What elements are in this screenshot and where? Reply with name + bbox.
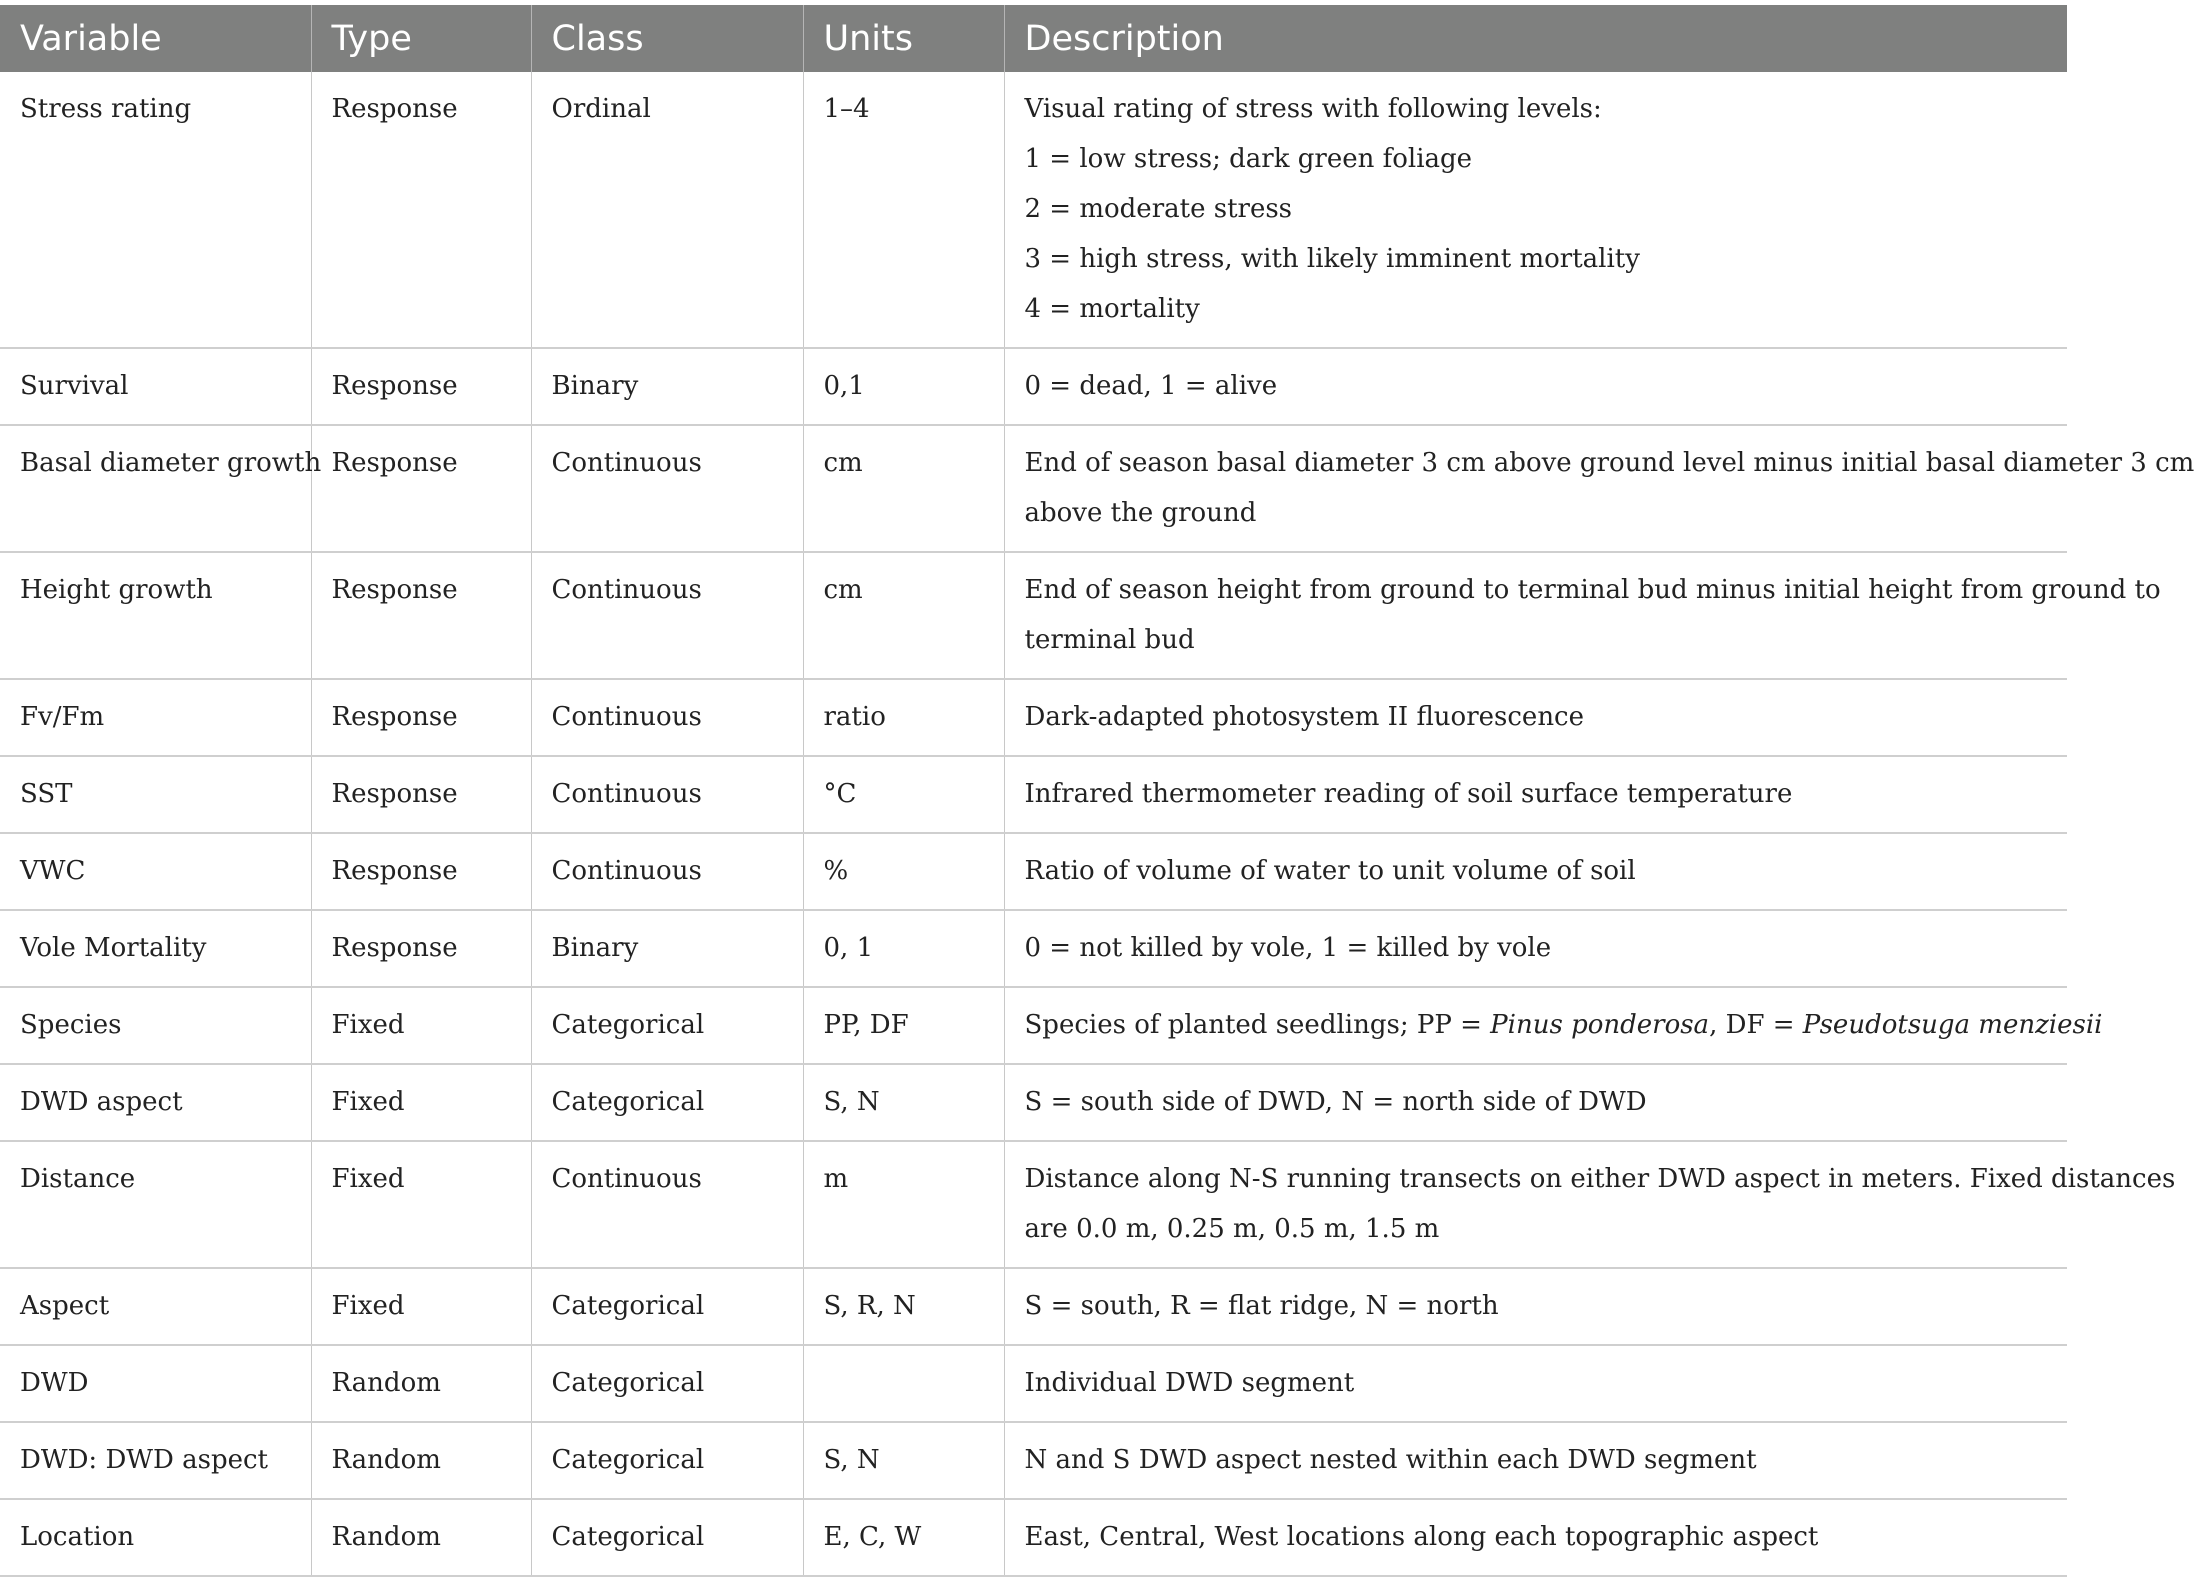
table-row xyxy=(0,72,2067,348)
cell-description xyxy=(1004,425,2194,552)
cell-units xyxy=(803,425,1004,552)
type-text: Random xyxy=(331,1522,441,1552)
cell-units xyxy=(803,1499,1004,1576)
cell-class xyxy=(531,1064,803,1141)
cell-units xyxy=(803,552,1004,679)
type-text: Response xyxy=(331,779,458,809)
type-text: Response xyxy=(331,448,458,478)
cell-description xyxy=(1004,348,2067,425)
cell-variable xyxy=(0,348,311,425)
description-line: 0 = dead, 1 = alive xyxy=(1024,371,1278,401)
table-row xyxy=(0,348,2067,425)
class-text: Binary xyxy=(551,371,639,401)
cell-units xyxy=(803,1345,1004,1422)
cell-class xyxy=(531,1141,803,1268)
species-name: Pseudotsuga menziesii xyxy=(1802,1010,2103,1040)
cell-variable xyxy=(0,72,311,348)
cell-description xyxy=(1004,1422,2067,1499)
cell-variable xyxy=(0,756,311,833)
cell-class xyxy=(531,1268,803,1345)
cell-units xyxy=(803,1064,1004,1141)
table-header xyxy=(0,5,2067,72)
type-text: Response xyxy=(331,94,458,124)
table-row xyxy=(0,1064,2067,1141)
class-text: Categorical xyxy=(551,1291,705,1321)
table-row xyxy=(0,910,2067,987)
type-text: Fixed xyxy=(331,1291,405,1321)
description-line: Infrared thermometer reading of soil surface temperature xyxy=(1024,779,1793,809)
class-text: Continuous xyxy=(551,448,702,478)
units-text: 0, 1 xyxy=(823,933,874,963)
cell-units xyxy=(803,1268,1004,1345)
cell-type xyxy=(311,756,531,833)
description-fragment: , DF = xyxy=(1709,1010,1803,1040)
units-text: °C xyxy=(823,779,857,809)
cell-variable xyxy=(0,833,311,910)
cell-type xyxy=(311,1499,531,1576)
header-description: Description xyxy=(1004,5,2067,72)
table-row xyxy=(0,552,2067,679)
cell-units xyxy=(803,833,1004,910)
table-row xyxy=(0,1499,2067,1576)
type-text: Fixed xyxy=(331,1087,405,1117)
description-line: East, Central, West locations along each topographic aspect xyxy=(1024,1522,1819,1552)
cell-units xyxy=(803,756,1004,833)
type-text: Response xyxy=(331,371,458,401)
header-class: Class xyxy=(531,5,803,72)
variable-text: DWD: DWD aspect xyxy=(20,1445,269,1475)
cell-class xyxy=(531,1422,803,1499)
table-row xyxy=(0,425,2067,552)
table-row xyxy=(0,679,2067,756)
description-line: S = south side of DWD, N = north side of DWD xyxy=(1024,1087,1647,1117)
cell-variable xyxy=(0,1268,311,1345)
description-line: End of season height from ground to terminal bud minus initial height from ground to xyxy=(1024,575,2161,605)
cell-variable xyxy=(0,1422,311,1499)
cell-type xyxy=(311,72,531,348)
units-text: 1–4 xyxy=(823,94,870,124)
type-text: Response xyxy=(331,933,458,963)
description-line: above the ground xyxy=(1024,498,1257,528)
variable-text: Basal diameter growth xyxy=(20,448,322,478)
cell-description xyxy=(1004,1064,2067,1141)
units-text: cm xyxy=(823,575,863,605)
type-text: Random xyxy=(331,1445,441,1475)
table-row xyxy=(0,756,2067,833)
cell-type xyxy=(311,679,531,756)
cell-class xyxy=(531,72,803,348)
variable-text: Species xyxy=(20,1010,122,1040)
cell-description xyxy=(1004,987,2103,1064)
cell-class xyxy=(531,756,803,833)
header-variable: Variable xyxy=(20,18,162,59)
cell-class xyxy=(531,552,803,679)
description-line: terminal bud xyxy=(1024,625,1195,655)
description-line: N and S DWD aspect nested within each DWD segment xyxy=(1024,1445,1757,1475)
variable-text: Vole Mortality xyxy=(20,933,207,963)
variables-table xyxy=(0,5,2194,1577)
cell-description xyxy=(1004,910,2067,987)
description-fragment: Species of planted seedlings; PP = xyxy=(1024,1010,1491,1040)
description-line: Visual rating of stress with following levels: xyxy=(1024,94,1602,124)
cell-type xyxy=(311,1422,531,1499)
units-text: S, R, N xyxy=(823,1291,916,1321)
cell-description xyxy=(1004,833,2067,910)
type-text: Response xyxy=(331,575,458,605)
units-text: E, C, W xyxy=(823,1522,922,1552)
cell-class xyxy=(531,1345,803,1422)
cell-type xyxy=(311,1064,531,1141)
class-text: Binary xyxy=(551,933,639,963)
table-row xyxy=(0,987,2067,1064)
cell-units xyxy=(803,348,1004,425)
class-text: Continuous xyxy=(551,1164,702,1194)
header-type: Type xyxy=(311,5,531,72)
class-text: Categorical xyxy=(551,1445,705,1475)
units-text: S, N xyxy=(823,1445,880,1475)
header-units: Units xyxy=(803,5,1004,72)
units-text: 0,1 xyxy=(823,371,865,401)
cell-type xyxy=(311,425,531,552)
description-line: 4 = mortality xyxy=(1024,294,1200,324)
cell-description xyxy=(1004,756,2067,833)
cell-description xyxy=(1004,1268,2067,1345)
cell-variable xyxy=(0,425,322,552)
cell-units xyxy=(803,72,1004,348)
description-line: Dark-adapted photosystem II fluorescence xyxy=(1024,702,1585,732)
description-line: 1 = low stress; dark green foliage xyxy=(1024,144,1473,174)
cell-units xyxy=(803,910,1004,987)
cell-class xyxy=(531,425,803,552)
cell-description xyxy=(1004,1345,2067,1422)
variable-text: Stress rating xyxy=(20,94,192,124)
class-text: Ordinal xyxy=(551,94,651,124)
cell-class xyxy=(531,910,803,987)
variable-text: SST xyxy=(20,779,73,809)
description-line: Individual DWD segment xyxy=(1024,1368,1355,1398)
variable-text: Location xyxy=(20,1522,135,1552)
cell-units xyxy=(803,987,1004,1064)
cell-description xyxy=(1004,552,2161,679)
description-line: S = south, R = flat ridge, N = north xyxy=(1024,1291,1499,1321)
variable-text: VWC xyxy=(20,856,86,886)
cell-type xyxy=(311,1345,531,1422)
variable-text: Distance xyxy=(20,1164,136,1194)
description-line xyxy=(1024,1000,2103,1050)
cell-variable xyxy=(0,552,311,679)
header-row xyxy=(0,5,2067,72)
cell-variable xyxy=(0,987,311,1064)
species-name: Pinus ponderosa xyxy=(1490,1010,1710,1040)
variable-text: Height growth xyxy=(20,575,213,605)
table-row xyxy=(0,1141,2067,1268)
description-line: 2 = moderate stress xyxy=(1024,194,1293,224)
class-text: Continuous xyxy=(551,779,702,809)
cell-units xyxy=(803,1141,1004,1268)
variable-text: Aspect xyxy=(20,1291,110,1321)
cell-type xyxy=(311,987,531,1064)
variable-text: DWD aspect xyxy=(20,1087,183,1117)
table-row xyxy=(0,1345,2067,1422)
units-text: S, N xyxy=(823,1087,880,1117)
cell-type xyxy=(311,552,531,679)
cell-variable xyxy=(0,1345,311,1422)
units-text: % xyxy=(823,856,849,886)
description-line: 3 = high stress, with likely imminent mortality xyxy=(1024,244,1640,274)
cell-description xyxy=(1004,72,2067,348)
cell-units xyxy=(803,679,1004,756)
cell-description xyxy=(1004,1499,2067,1576)
variable-text: Fv/Fm xyxy=(20,702,105,732)
class-text: Categorical xyxy=(551,1368,705,1398)
units-text: ratio xyxy=(823,702,886,732)
cell-type xyxy=(311,348,531,425)
class-text: Categorical xyxy=(551,1010,705,1040)
type-text: Random xyxy=(331,1368,441,1398)
cell-variable xyxy=(0,1499,311,1576)
description-line: Ratio of volume of water to unit volume of soil xyxy=(1024,856,1636,886)
class-text: Continuous xyxy=(551,856,702,886)
type-text: Fixed xyxy=(331,1010,405,1040)
cell-type xyxy=(311,910,531,987)
units-text: m xyxy=(823,1164,849,1194)
description-line: 0 = not killed by vole, 1 = killed by vole xyxy=(1024,933,1552,963)
type-text: Response xyxy=(331,856,458,886)
cell-class xyxy=(531,833,803,910)
cell-variable xyxy=(0,1064,311,1141)
cell-variable xyxy=(0,1141,311,1268)
class-text: Continuous xyxy=(551,702,702,732)
cell-variable xyxy=(0,910,311,987)
units-text: PP, DF xyxy=(823,1010,909,1040)
cell-type xyxy=(311,1268,531,1345)
variable-text: Survival xyxy=(20,371,129,401)
cell-description xyxy=(1004,1141,2176,1268)
type-text: Response xyxy=(331,702,458,732)
table-body xyxy=(0,72,2194,1576)
units-text: cm xyxy=(823,448,863,478)
cell-type xyxy=(311,1141,531,1268)
type-text: Fixed xyxy=(331,1164,405,1194)
cell-units xyxy=(803,1422,1004,1499)
cell-variable xyxy=(0,679,311,756)
class-text: Categorical xyxy=(551,1522,705,1552)
table-row xyxy=(0,1268,2067,1345)
cell-class xyxy=(531,1499,803,1576)
description-line: Distance along N-S running transects on either DWD aspect in meters. Fixed distances xyxy=(1024,1164,2176,1194)
cell-description xyxy=(1004,679,2067,756)
description-line: are 0.0 m, 0.25 m, 0.5 m, 1.5 m xyxy=(1024,1214,1440,1244)
variable-text: DWD xyxy=(20,1368,89,1398)
cell-class xyxy=(531,348,803,425)
class-text: Categorical xyxy=(551,1087,705,1117)
description-line: End of season basal diameter 3 cm above ground level minus initial basal diameter 3 cm xyxy=(1024,448,2194,478)
cell-class xyxy=(531,679,803,756)
table-row xyxy=(0,1422,2067,1499)
table-row xyxy=(0,833,2067,910)
cell-type xyxy=(311,833,531,910)
cell-class xyxy=(531,987,803,1064)
class-text: Continuous xyxy=(551,575,702,605)
